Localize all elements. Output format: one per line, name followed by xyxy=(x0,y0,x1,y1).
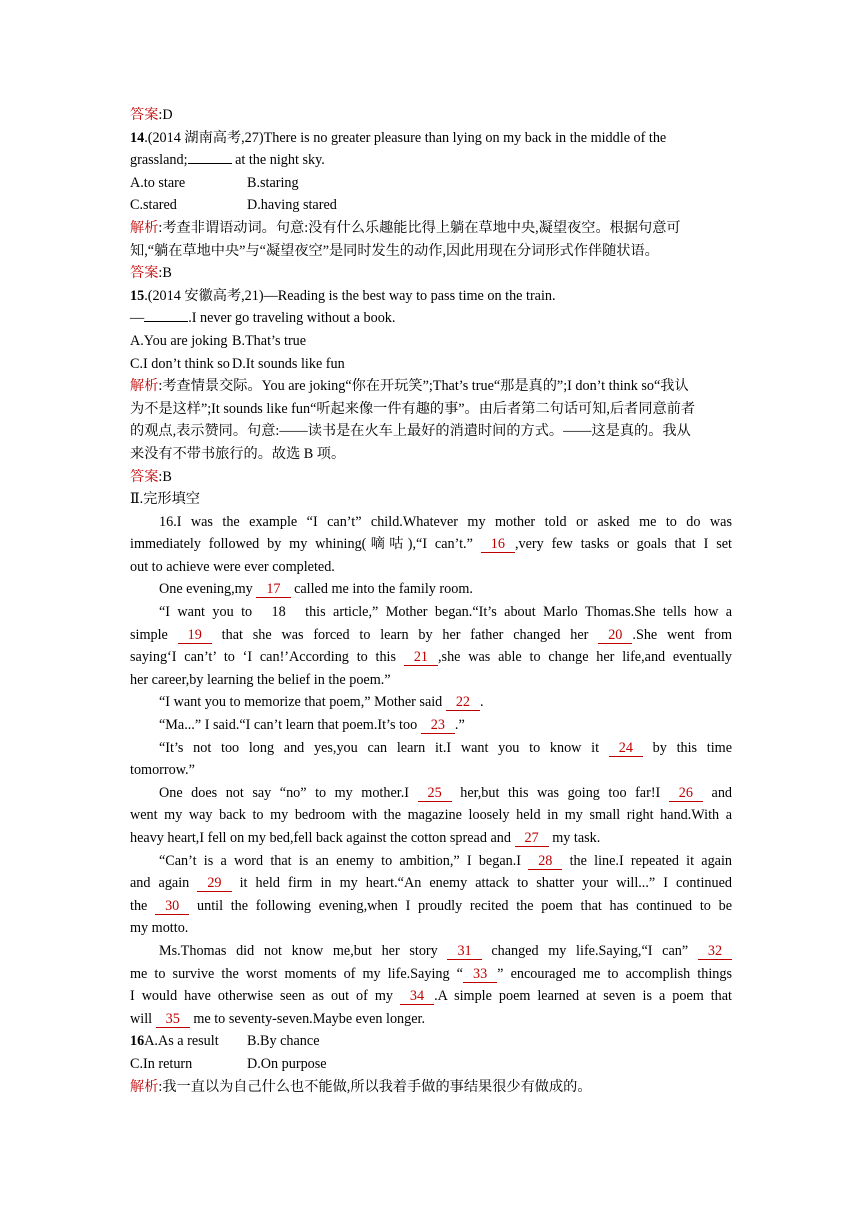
option-d: D.having stared xyxy=(247,197,337,214)
cloze-blank-29: 29 xyxy=(197,875,231,892)
cloze-blank-22: 22 xyxy=(446,694,480,711)
passage-line: “It’s not too long and yes,you can learn it.I want you to know it 24 by this time xyxy=(159,739,733,756)
option-b: B.By chance xyxy=(247,1033,320,1050)
cloze-blank-25: 25 xyxy=(418,785,452,802)
option-a: A.You are joking xyxy=(130,332,228,349)
q14-stem-line-2 xyxy=(130,149,732,172)
cloze-blank-32: 32 xyxy=(698,943,732,960)
q15-options-row-1 xyxy=(130,330,732,353)
cloze-blank-30: 30 xyxy=(155,898,189,915)
option-b: B.staring xyxy=(247,174,299,191)
passage-line: 16.I was the example “I can’t” child.Whatever my mother told or asked me to do was xyxy=(159,513,732,530)
option-d: D.It sounds like fun xyxy=(232,355,345,372)
passage-line: Ms.Thomas did not know me,but her story 31 changed my life.Saying,“I can” 32 xyxy=(130,940,732,963)
cloze-blank-24: 24 xyxy=(609,740,643,757)
analysis-label: 解析 xyxy=(130,1078,159,1095)
cloze-blank-33: 33 xyxy=(463,966,497,983)
analysis-text: 的观点,表示赞同。句意:——读书是在火车上最好的消遣时间的方式。——这是真的。我从 xyxy=(130,423,691,440)
passage-line: “Ma...” I said.“I can’t learn that poem.It’s too 23 .” xyxy=(159,717,465,734)
q14-stem-line-1 xyxy=(130,127,732,150)
cloze-blank-27: 27 xyxy=(515,830,549,847)
q16-analysis-line xyxy=(130,1076,732,1099)
passage-line: saying‘I can’t’ to ‘I can!’According to this 21 ,she was able to change her life,and eventually xyxy=(130,649,733,666)
cloze-blank-26: 26 xyxy=(669,785,703,802)
q15-analysis-line-3 xyxy=(130,420,732,443)
passage-line: will 35 me to seventy-seven.Maybe even longer. xyxy=(130,1010,426,1027)
analysis-text: 为不是这样”;It sounds like fun“听起来像一件有趣的事”。由后者第二句话可知,后者同意前者 xyxy=(130,400,696,417)
passage-line: “I want you to memorize that poem,” Mother said 22 . xyxy=(159,694,484,711)
passage-line: I would have otherwise seen as out of my 34 .A simple poem learned at seven is a poem that xyxy=(130,988,732,1005)
q16-options-row-2 xyxy=(130,1053,732,1076)
question-stem: .(2014 安徽高考,21)—Reading is the best way to pass time on the train. xyxy=(144,287,556,304)
q14-options-row-2 xyxy=(130,194,732,217)
answer-label: 答案 xyxy=(130,468,159,485)
passage-line: me to survive the worst moments of my life.Saying “ 33 ” encouraged me to accomplish things xyxy=(130,965,732,982)
question-stem: .I never go traveling without a book. xyxy=(188,310,396,327)
question-number: 16 xyxy=(130,1033,145,1050)
question-stem: — xyxy=(130,310,145,327)
q15-answer-line xyxy=(130,466,732,489)
q15-analysis-line-1 xyxy=(130,375,732,398)
passage-line: went my way back to my bedroom with the magazine loosely held in my small right hand.With a xyxy=(130,807,732,824)
q15-analysis-line-4 xyxy=(130,443,732,466)
analysis-label: 解析 xyxy=(130,378,159,395)
document-page xyxy=(130,104,732,1098)
option-a: 16A.As a result xyxy=(130,1033,219,1050)
option-c: C.stared xyxy=(130,197,177,214)
answer-value: :B xyxy=(158,468,172,485)
analysis-label: 解析 xyxy=(130,219,159,236)
cloze-blank-20: 20 xyxy=(598,627,632,644)
option-d: D.On purpose xyxy=(247,1055,327,1072)
q15-options-row-2 xyxy=(130,353,732,376)
question-stem: at the night sky. xyxy=(231,152,325,169)
passage-line: immediately followed by my whining(嘀咕),“I can’t.” 16 ,very few tasks or goals that I set xyxy=(130,536,732,553)
analysis-text: :我一直以为自己什么也不能做,所以我着手做的事结果很少有做成的。 xyxy=(158,1078,592,1095)
cloze-blank-34: 34 xyxy=(400,988,434,1005)
question-number: 15 xyxy=(130,287,145,304)
answer-blank xyxy=(144,307,188,322)
q14-options-row-1 xyxy=(130,172,732,195)
analysis-text: 知,“躺在草地中央”与“凝望夜空”是同时发生的动作,因此用现在分词形式作伴随状语。 xyxy=(130,242,659,259)
passage-line: One does not say “no” to my mother.I 25 her,but this was going too far!I 26 and xyxy=(159,784,733,801)
q15-stem-line-2 xyxy=(130,307,732,330)
cloze-blank-28: 28 xyxy=(528,853,562,870)
passage-line: “I want you to 18 this article,” Mother began.“It’s about Marlo Thomas.She tells how a xyxy=(130,601,732,624)
option-c: C.In return xyxy=(130,1055,193,1072)
cloze-blank-23: 23 xyxy=(421,717,455,734)
passage-line: out to achieve were ever completed. xyxy=(130,558,335,575)
q13-answer-line xyxy=(130,104,732,127)
q14-analysis-line-1 xyxy=(130,217,732,240)
answer-label: 答案 xyxy=(130,265,159,282)
q14-answer-line xyxy=(130,262,732,285)
answer-value: :B xyxy=(158,265,172,282)
cloze-blank-16: 16 xyxy=(481,536,515,553)
option-c: C.I don’t think so xyxy=(130,355,230,372)
passage-line: tomorrow.” xyxy=(130,762,195,779)
option-a: A.to stare xyxy=(130,174,186,191)
question-number: 14 xyxy=(130,129,145,146)
cloze-blank-19: 19 xyxy=(178,627,212,644)
passage-line: simple 19 that she was forced to learn by her father changed her 20 .She went from xyxy=(130,626,732,643)
analysis-text: :考查非谓语动词。句意:没有什么乐趣能比得上躺在草地中央,凝望夜空。根据句意可 xyxy=(158,219,681,236)
answer-value: :D xyxy=(158,107,173,123)
answer-blank xyxy=(188,149,232,164)
cloze-blank-21: 21 xyxy=(404,649,438,666)
q15-analysis-line-2 xyxy=(130,398,732,421)
q15-stem-line-1 xyxy=(130,285,732,308)
passage-line: heavy heart,I fell on my bed,fell back against the cotton spread and 27 my task. xyxy=(130,830,601,846)
section-title: Ⅱ.完形填空 xyxy=(130,491,200,508)
passage-line: “Can’t is a word that is an enemy to ambition,” I began.I 28 the line.I repeated it again xyxy=(159,852,732,869)
q14-analysis-line-2 xyxy=(130,240,732,263)
question-stem: grassland; xyxy=(130,152,188,169)
answer-label: 答案 xyxy=(130,107,159,123)
analysis-text: :考查情景交际。You are joking“你在开玩笑”;That’s true“那是真的”;I don’t think so“我认 xyxy=(158,378,689,395)
question-stem: .(2014 湖南高考,27)There is no greater pleasure than lying on my back in the middle of the xyxy=(144,129,667,146)
q16-options-row-1 xyxy=(130,1030,732,1053)
passage-line: my motto. xyxy=(130,920,189,937)
cloze-blank-31: 31 xyxy=(447,943,481,960)
cloze-blank-17: 17 xyxy=(256,581,290,598)
option-b: B.That’s true xyxy=(232,332,307,349)
analysis-text: 来没有不带书旅行的。故选 B 项。 xyxy=(130,445,346,462)
passage-line: and again 29 it held firm in my heart.“An enemy attack to shatter your will...” I continued xyxy=(130,875,732,892)
cloze-blank-35: 35 xyxy=(156,1011,190,1028)
passage-line: One evening,my 17 called me into the family room. xyxy=(159,581,473,598)
cloze-blank-18: 18 xyxy=(271,604,286,621)
passage-line: the 30 until the following evening,when I proudly recited the poem that has continued to be xyxy=(130,897,733,914)
passage-line: her career,by learning the belief in the poem.” xyxy=(130,671,391,688)
